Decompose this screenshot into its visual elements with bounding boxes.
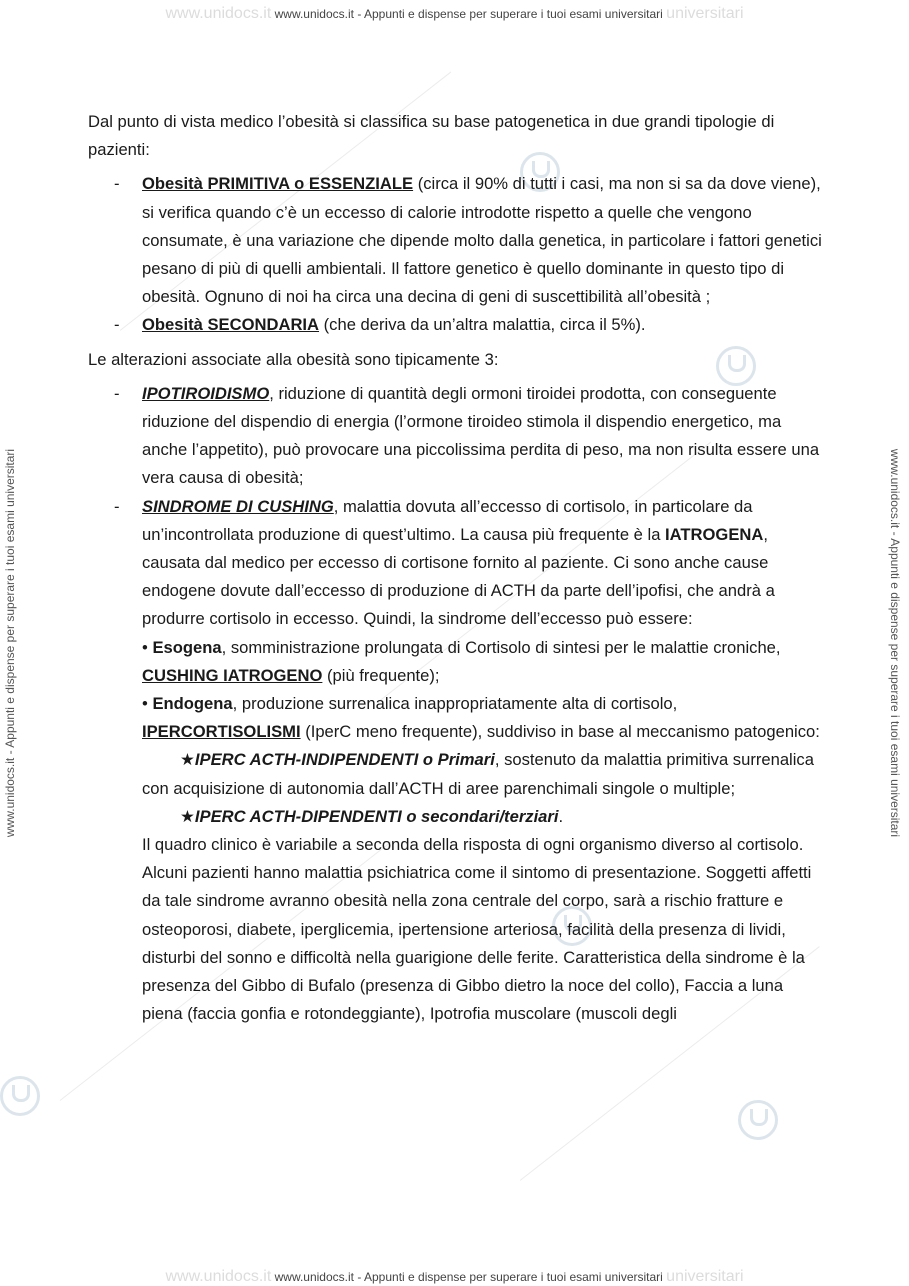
list-item xyxy=(88,311,828,339)
unidocs-logo-icon xyxy=(738,1100,778,1140)
type-title: Obesità PRIMITIVA o ESSENZIALE xyxy=(142,174,414,194)
clinical-paragraph: Il quadro clinico è variabile a seconda della risposta di ogni organismo diverso al cortisolo. Alcuni pazienti hanno malattia psichiatrica come il sintomo di presentazione. Soggetti affetti da tale sindrome avranno obesità nella zona centrale del corpo, sarà a rischio fratture e osteoporosi, diabete, iperglicemia, ipertensione arteriosa, facilità della presenza di lividi, disturbi del sonno e difficoltà nella guarigione delle ferite. Caratteristica della sindrome è la presenza del Gibbo di Bufalo (presenza di Gibbo dietro la noce del collo), Faccia a luna piena (faccia gonfia e rotondeggiante), Ipotrofia muscolare (muscoli degli xyxy=(142,835,812,1024)
esogena-label: Esogena xyxy=(152,637,222,657)
watermark-header: www.unidocs.it www.unidocs.it - Appunti e dispense per superare i tuoi esami universitari universitari xyxy=(165,5,744,22)
intro-paragraph: Dal punto di vista medico l’obesità si classifica su base patogenetica in due grandi tipologie di pazienti: xyxy=(88,112,775,160)
watermark-side-left: www.unidocs.it - Appunti e dispense per superare i tuoi esami universitari xyxy=(3,448,17,838)
hypothyroidism-text: , riduzione di quantità degli ormoni tiroidei prodotta, con conseguente riduzione del dispendio di energia (l’ormone tiroideo stimola il dispendio energetico, ma anche l’appetito), può provocare una piccolissima perdita di peso, ma non risulta essere una vera causa di obesità; xyxy=(142,383,820,488)
endogena-line xyxy=(142,690,828,746)
watermark-side-right: www.unidocs.it - Appunti e dispense per superare i tuoi esami universitari xyxy=(888,448,902,838)
endogena-tail: (IperC meno frequente), suddiviso in base al meccanismo patogenico: xyxy=(300,722,820,742)
bullet: • xyxy=(142,637,148,657)
cushing-iatrogeno-term: CUSHING IATROGENO xyxy=(142,665,323,685)
cushing-text: , causata dal medico per eccesso di cortisone fornito al paziente. Ci sono anche cause endogene dovute dall’eccesso di produzione di ACTH da parte dell’ipofisi, che andrà a produrre cortisolo in eccesso. Quindi, la sindrome dell’eccesso può essere: xyxy=(142,524,775,629)
watermark-footer: www.unidocs.it www.unidocs.it - Appunti e dispense per superare i tuoi esami universitari universitari xyxy=(165,1268,744,1285)
acth-independent-line xyxy=(142,746,828,802)
iatrogena-term: IATROGENA xyxy=(665,524,764,544)
acth-dependent-line xyxy=(142,803,828,831)
bullet: • xyxy=(142,694,148,714)
unidocs-logo-icon xyxy=(0,1076,40,1116)
type-text: (circa il 90% di tutti i casi, ma non si sa da dove viene), si verifica quando c’è un eccesso di calorie introdotte rispetto a quelle che vengono consumate, è una variazione che dipende molto dalla genetica, in particolare i fattori genetici pesano di più di quelli ambientali. Il fattore genetico è quello dominante in questo tipo di obesità. Ognuno di noi ha circa una decina di geni di suscettibilità all’obesità ; xyxy=(142,174,822,307)
cushing-text: , malattia dovuta all’eccesso di cortisolo, in particolare da un’incontrollata produzione di quest’ultimo. La causa più frequente è la xyxy=(142,496,753,544)
alterations-list xyxy=(88,380,828,1029)
type-title: Obesità SECONDARIA xyxy=(142,315,320,335)
ipercortisolismi-term: IPERCORTISOLISMI xyxy=(142,722,301,742)
document-body xyxy=(88,108,828,1035)
acth-independent-text: , sostenuto da malattia primitiva surrenalica con acquisizione di autonomia dall’ACTH di aree parenchimali singole o multiple; xyxy=(142,750,814,798)
esogena-line xyxy=(142,634,828,690)
acth-dependent-label: IPERC ACTH-DIPENDENTI o secondari/terziari xyxy=(194,806,559,826)
esogena-tail: (più frequente); xyxy=(322,665,440,685)
list-item xyxy=(88,493,828,1029)
hypothyroidism-title: IPOTIROIDISMO xyxy=(142,383,270,403)
acth-independent-label: IPERC ACTH-INDIPENDENTI o Primari xyxy=(194,750,495,770)
star-icon: ★ xyxy=(180,750,195,770)
endogena-text: , produzione surrenalica inappropriatamente alta di cortisolo, xyxy=(232,694,678,714)
list-item xyxy=(88,380,828,493)
star-icon: ★ xyxy=(180,806,195,826)
list-item xyxy=(88,170,828,311)
alterations-intro: Le alterazioni associate alla obesità sono tipicamente 3: xyxy=(88,349,499,369)
cushing-title: SINDROME DI CUSHING xyxy=(142,496,334,516)
obesity-types-list xyxy=(88,170,828,339)
esogena-text: , somministrazione prolungata di Cortisolo di sintesi per le malattie croniche, xyxy=(221,637,781,657)
type-text: (che deriva da un’altra malattia, circa il 5%). xyxy=(319,315,646,335)
acth-dependent-text: . xyxy=(558,806,564,826)
endogena-label: Endogena xyxy=(152,694,233,714)
